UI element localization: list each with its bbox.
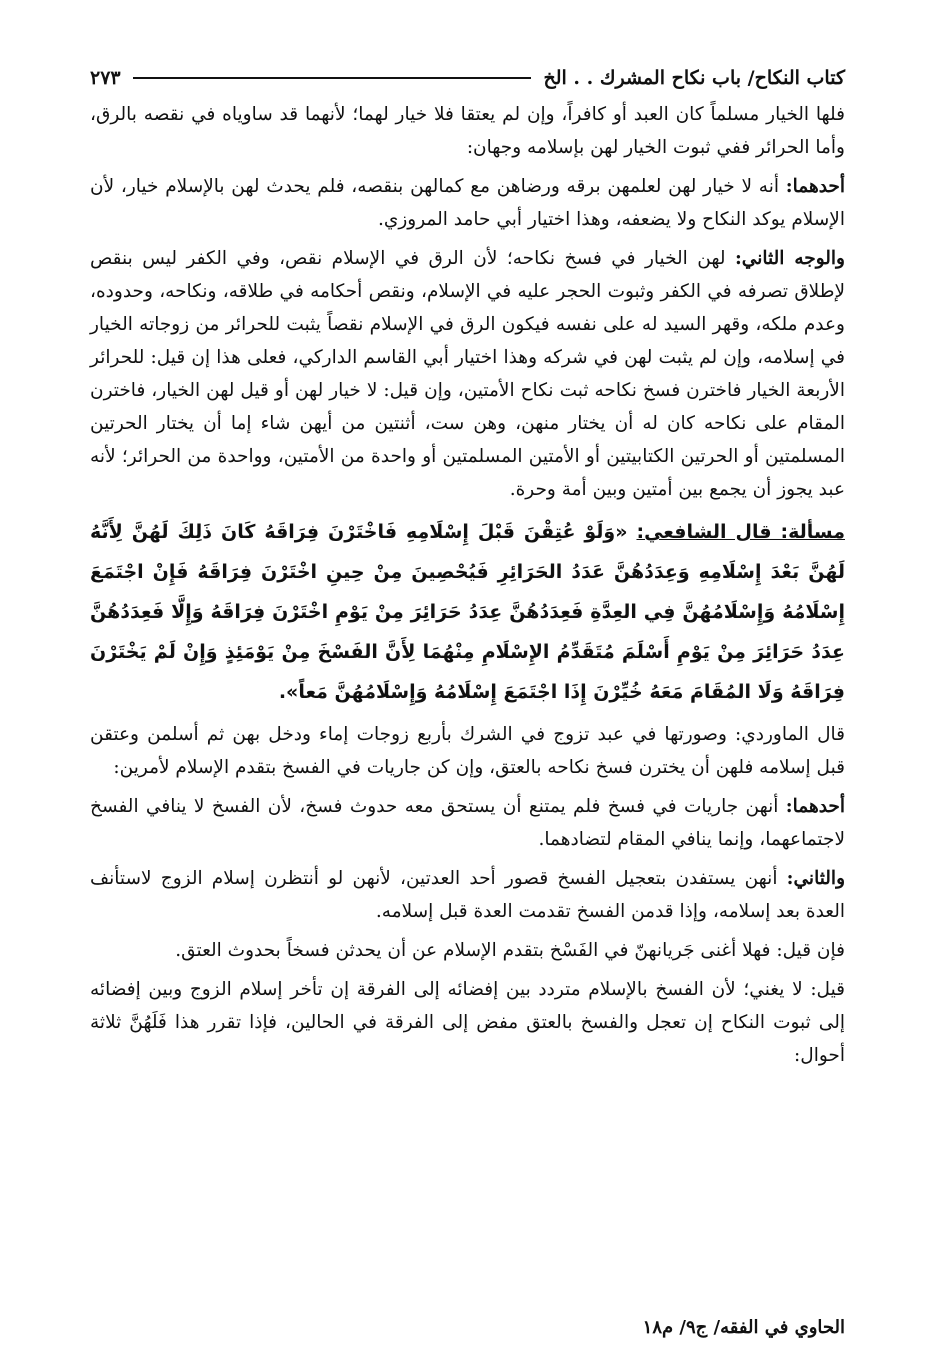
paragraph-lead: أحدهما:	[785, 796, 845, 817]
paragraph-text: فلها الخيار مسلماً كان العبد أو كافراً، وإن لم يعتقا فلا خيار لهما؛ لأنهما قد ساوياه في نقصه بالرق، وأما الحرائر ففي ثبوت الخيار لهن بإسلامه وجهان:	[90, 104, 845, 158]
paragraph-text: قال الماوردي: وصورتها في عبد تزوج في الشرك بأربع زوجات إماء ودخل بهن ثم أسلمن وعتقن قبل إسلامه فلهن أن يخترن فسخ نكاحه بالعتق، وإن كن جاريات في الفسخ بتقدم الإسلام لأمرين:	[90, 724, 845, 778]
paragraph-text: أنهن يستفدن بتعجيل الفسخ قصور أحد العدتين، لأنهن لو أنتظرن إسلام الزوج لاستأنف العدة بعد إسلامه، وإذا قدمن الفسخ تقدمت العدة قبل إسلامه.	[90, 868, 845, 922]
paragraph-lead: والوجه الثاني:	[734, 248, 845, 269]
paragraph-lead: أحدهما:	[785, 176, 845, 197]
paragraph-3	[90, 242, 845, 506]
page-number: ٢٧٣	[90, 67, 121, 89]
paragraph-text: قيل: لا يغني؛ لأن الفسخ بالإسلام متردد بين إفضائه إلى الفرقة إن تأخر إسلام الزوج وبين إفضائه إلى ثبوت النكاح إن تعجل والفسخ بالعتق مفض إلى الفرقة في الحالين، فإذا تقرر هذا فَلَهُنَّ ثلاثة أحوال:	[90, 979, 845, 1066]
paragraph-lead: والثاني:	[786, 868, 845, 889]
quranic-style-quote: «وَلَوْ عُتِقْنَ قَبْلَ إِسْلَامِهِ فَاخْتَرْنَ فِرَاقَهُ كَانَ ذَلِكَ لَهُنَّ لِأَنَّهُ لَهُنَّ بَعْدَ إِسْلَامِهِ وَعِدَدُهُنَّ عَدَدُ الحَرَائِرِ فَيُحْصِينَ مِنْ حِينِ اخْتَرْنَ فِرَاقَهُ فَإِنْ اجْتَمَعَ إِسْلَامُهُ وَإِسْلَامُهُنَّ فِي العِدَّةِ فَعِدَدُهُنَّ عِدَدُ حَرَائِرَ مِنْ يَوْمِ اخْتَرْنَ فِرَاقَهُ وَإِلَّا فَعِدَدُهُنَّ عِدَدُ حَرَائِرَ مِنْ يَوْمِ أَسْلَمَ مُتَقَدِّمُ الإِسْلَامِ مِنْهُمَا لِأَنَّ الفَسْخَ مِنْ يَوْمَئِذٍ وَإِنْ لَمْ يَخْتَرْنَ فِرَاقَهُ وَلَا المُقَامَ مَعَهُ خُيِّرْنَ إِذَا اجْتَمَعَ إِسْلَامُهُ وَإِسْلَامُهُنَّ مَعاً».	[90, 521, 845, 703]
document-page	[90, 58, 845, 1348]
paragraph-8	[90, 934, 845, 967]
paragraph-6	[90, 790, 845, 856]
paragraph-5	[90, 718, 845, 784]
footer-signature: الحاوي في الفقه/ ج٩/ م١٨	[642, 1317, 845, 1338]
header-rule	[133, 77, 532, 79]
header-title: كتاب النكاح/ باب نكاح المشرك . . الخ	[543, 67, 845, 89]
paragraph-1	[90, 98, 845, 164]
paragraph-lead: مسألة: قال الشافعي:	[636, 521, 845, 543]
paragraph-text: أنه لا خيار لهن لعلمهن برقه ورضاهن مع كمالهن بنقصه، فلم يحدث لهن بالإسلام خيار، لأن الإسلام يوكد النكاح ولا يضعفه، وهذا اختيار أبي حامد المروزي.	[90, 176, 845, 230]
paragraph-text: فإن قيل: فهلا أغنى جَريانهنّ في الفَسْخ بتقدم الإسلام عن أن يحدثن فسخاً بحدوث العتق.	[175, 940, 845, 961]
paragraph-text: أنهن جاريات في فسخ فلم يمتنع أن يستحق معه حدوث فسخ، لأن الفسخ لا ينافي الفسخ لاجتماعهما، وإنما ينافي المقام لتضادهما.	[90, 796, 845, 850]
paragraph-text: لهن الخيار في فسخ نكاحه؛ لأن الرق في الإسلام نقص، وفي الكفر ليس بنقص لإطلاق تصرفه في الكفر وثبوت الحجر عليه في الإسلام، ونقص أحكامه في طلاقه، ونكاحه، وحدوده، وعدم ملكه، وقهر السيد له على نفسه فيكون الرق في الإسلام نقصاً يثبت للحرائر من زوجاته الخيار في إسلامه، وإن لم يثبت لهن في شركه وهذا اختيار أبي القاسم الداركي، فعلى هذا إن قيل: للحرائر الأربعة الخيار فاخترن فسخ نكاحه ثبت نكاح الأمتين، وإن قيل: لا خيار لهن أو قيل لهن الخيار، فاخترن المقام على نكاحه كان له أن يختار منهن، وهن ست، أثنتين من أيهن شاء إما أن يختار الحرتين المسلمتين أو الحرتين الكتابيتين أو الأمتين المسلمتين أو واحدة من الأمتين، وواحدة من الحرائر؛ لأنه عبد يجوز أن يجمع بين أمتين وبين أمة وحرة.	[90, 248, 845, 500]
paragraph-7	[90, 862, 845, 928]
paragraph-2	[90, 170, 845, 236]
running-header	[90, 58, 845, 98]
paragraph-4-quote	[90, 512, 845, 712]
paragraph-9	[90, 973, 845, 1072]
